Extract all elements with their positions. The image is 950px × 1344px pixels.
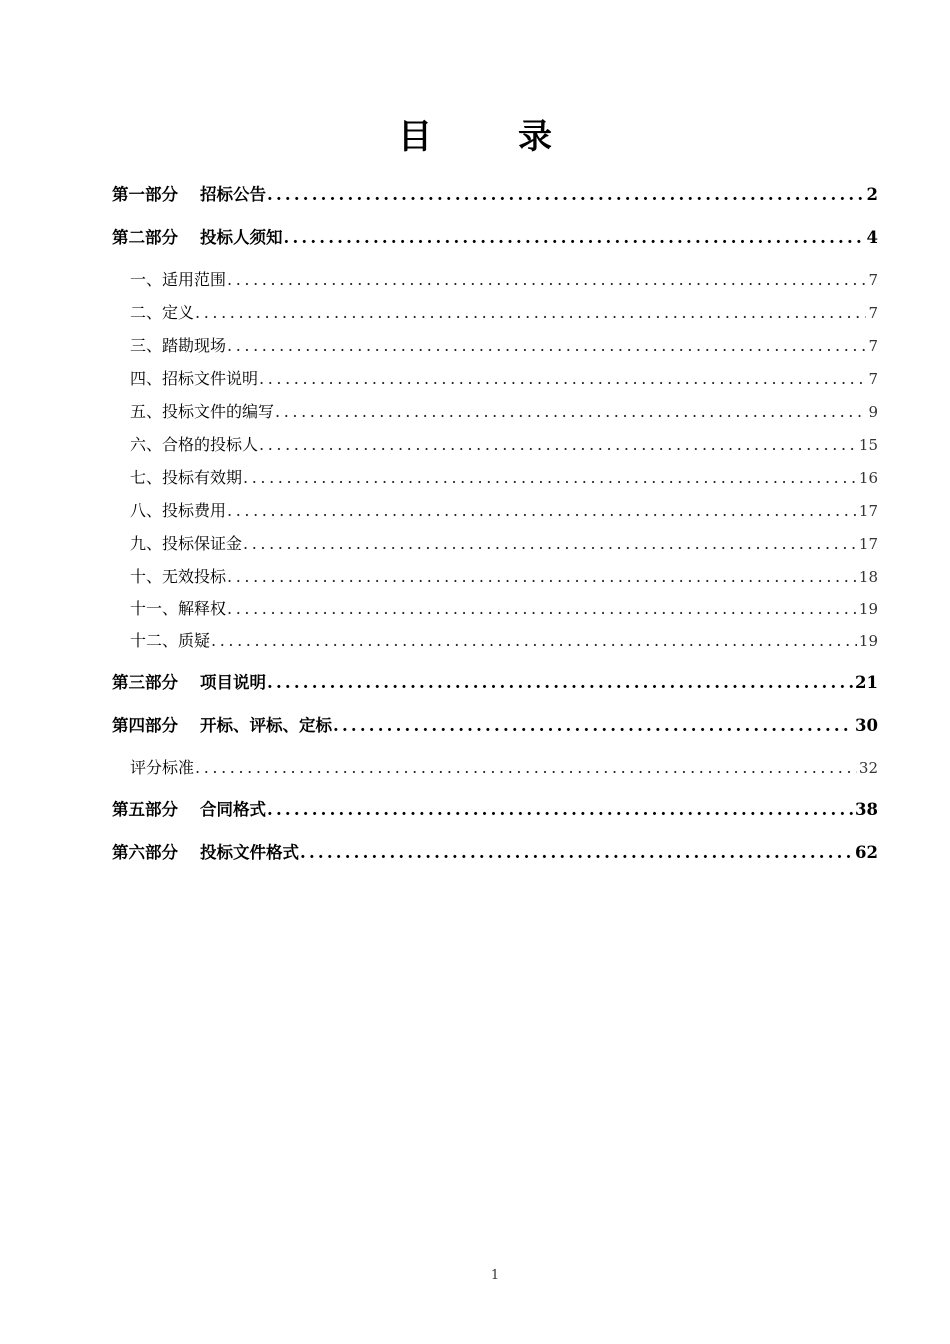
page-title — [0, 112, 950, 162]
toc-entry-section[interactable] — [112, 499, 878, 523]
toc-entry-label: 评分标准 — [130, 758, 195, 777]
toc-page-number: 17 — [858, 535, 878, 553]
toc-entry-section[interactable] — [112, 400, 878, 424]
toc-part-number: 第三部分 — [112, 673, 178, 692]
toc-part-number: 第四部分 — [112, 716, 178, 735]
toc-entry-label: 三、踏勘现场 — [130, 336, 227, 355]
toc-part-number: 第五部分 — [112, 800, 178, 819]
toc-dot-leader — [227, 597, 857, 621]
toc-entry-section[interactable] — [112, 466, 878, 490]
toc-dot-leader — [227, 499, 857, 523]
toc-entry-label: 合同格式 — [200, 800, 266, 819]
toc-entry-label: 十、无效投标 — [130, 567, 227, 586]
toc-entry-label: 投标文件格式 — [200, 843, 299, 862]
toc-entry-section[interactable] — [112, 268, 878, 292]
toc-entry-label: 项目说明 — [200, 673, 266, 692]
toc-part-number: 第六部分 — [112, 843, 178, 862]
toc-page-number: 16 — [858, 469, 878, 487]
toc-page-number: 2 — [866, 185, 878, 204]
toc-dot-leader — [243, 532, 857, 556]
toc-entry-part-4[interactable] — [112, 713, 878, 739]
toc-entry-part-1[interactable] — [112, 182, 878, 208]
toc-page-number: 7 — [868, 337, 878, 355]
toc-entry-label: 开标、评标、定标 — [200, 716, 332, 735]
toc-entry-section[interactable] — [112, 367, 878, 391]
toc-dot-leader — [267, 670, 853, 696]
toc-page-number: 7 — [868, 370, 878, 388]
toc-entry-section[interactable] — [112, 756, 878, 780]
toc-page-number: 21 — [855, 673, 878, 692]
toc-entry-label: 八、投标费用 — [130, 501, 227, 520]
toc-page-number: 18 — [858, 568, 878, 586]
toc-entry-section[interactable] — [112, 334, 878, 358]
toc-dot-leader — [267, 182, 865, 208]
toc-entry-section[interactable] — [112, 532, 878, 556]
toc-page-number: 15 — [858, 436, 878, 454]
toc-page-number: 30 — [855, 716, 878, 735]
toc-entry-label: 七、投标有效期 — [130, 468, 243, 487]
toc-page-number: 19 — [858, 632, 878, 650]
toc-entry-label: 投标人须知 — [200, 228, 283, 247]
toc-entry-part-5[interactable] — [112, 797, 878, 823]
toc-entry-label: 一、适用范围 — [130, 270, 227, 289]
toc-entry-label: 十一、解释权 — [130, 599, 227, 618]
page-title-char-1: 目 — [398, 117, 432, 157]
toc-part-number: 第二部分 — [112, 228, 178, 247]
toc-page-number: 19 — [858, 600, 878, 618]
toc-dot-leader — [243, 466, 857, 490]
toc-dot-leader — [227, 268, 866, 292]
toc-entry-label: 六、合格的投标人 — [130, 435, 259, 454]
toc-page-number: 17 — [858, 502, 878, 520]
toc-entry-label: 四、招标文件说明 — [130, 369, 259, 388]
toc-dot-leader — [211, 629, 857, 653]
toc-dot-leader — [275, 400, 866, 424]
toc-entry-part-6[interactable] — [112, 840, 878, 866]
toc-page-number: 62 — [855, 843, 878, 862]
toc-entry-part-3[interactable] — [112, 670, 878, 696]
toc-dot-leader — [227, 565, 857, 589]
toc-entry-section[interactable] — [112, 301, 878, 325]
toc-dot-leader — [333, 713, 853, 739]
toc-page-number: 7 — [868, 271, 878, 289]
toc-entry-label: 招标公告 — [200, 185, 266, 204]
toc-dot-leader — [259, 367, 866, 391]
toc-part-number: 第一部分 — [112, 185, 178, 204]
toc-entry-section[interactable] — [112, 433, 878, 457]
toc-page-number: 38 — [855, 800, 878, 819]
toc-page-number: 32 — [858, 759, 878, 777]
toc-page-number: 9 — [868, 403, 878, 421]
toc-dot-leader — [300, 840, 853, 866]
toc-entry-label: 五、投标文件的编写 — [130, 402, 275, 421]
toc-page-number: 4 — [866, 228, 878, 247]
toc-dot-leader — [195, 301, 866, 325]
toc-entry-label: 二、定义 — [130, 303, 195, 322]
toc-dot-leader — [195, 756, 857, 780]
toc-dot-leader — [259, 433, 857, 457]
toc-entry-label: 十二、质疑 — [130, 631, 211, 650]
toc-dot-leader — [227, 334, 866, 358]
toc-entry-section[interactable] — [112, 629, 878, 653]
toc-page-number: 7 — [868, 304, 878, 322]
footer-page-number: 1 — [490, 1268, 500, 1283]
toc-entry-section[interactable] — [112, 565, 878, 589]
toc-entry-part-2[interactable] — [112, 225, 878, 251]
toc-entry-label: 九、投标保证金 — [130, 534, 243, 553]
toc-dot-leader — [284, 225, 865, 251]
toc-entry-section[interactable] — [112, 597, 878, 621]
toc-dot-leader — [267, 797, 853, 823]
page-title-char-2: 录 — [518, 117, 552, 157]
